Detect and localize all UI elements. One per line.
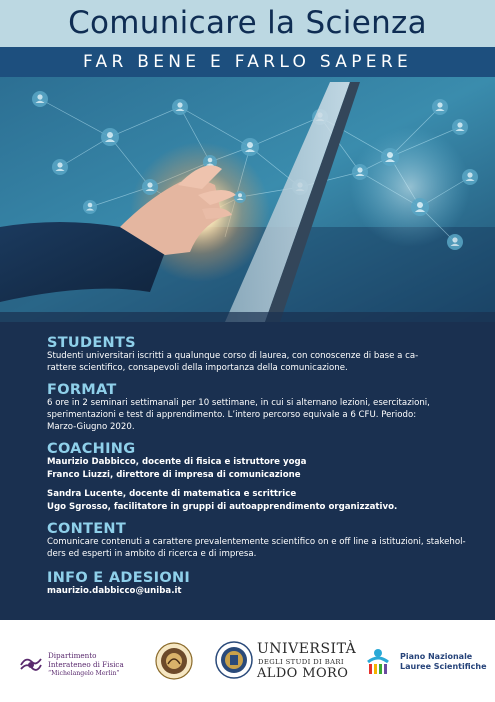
poster-subtitle: FAR BENE E FARLO SAPERE xyxy=(83,52,412,72)
students-heading: STUDENTS xyxy=(47,335,136,351)
students-text-line-2: rattere scientifico, consapevoli della importanza della comunicazione. xyxy=(47,363,348,373)
pls-emblem-icon xyxy=(362,646,394,676)
seal-logo xyxy=(155,642,193,680)
pls-logo xyxy=(362,646,487,680)
coach-1: Maurizio Dabbicco, docente di fisica e istruttore yoga xyxy=(47,457,307,467)
format-heading: FORMAT xyxy=(47,382,117,398)
footer-logos xyxy=(0,620,495,702)
format-text-line-1: 6 ore in 2 seminari settimanali per 10 settimane, in cui si alternano lezioni, esercitazioni, xyxy=(47,398,430,408)
dept-name-line-3: “Michelangelo Merlin” xyxy=(48,670,120,677)
content-heading: CONTENT xyxy=(47,521,127,537)
pls-name-line-2: Lauree Scientifiche xyxy=(400,662,487,671)
university-seal-icon xyxy=(215,641,253,679)
university-name-line-3: ALDO MORO xyxy=(257,666,349,681)
contact-email-link[interactable]: maurizio.dabbicco@uniba.it xyxy=(47,586,182,596)
university-name-line-2: DEGLI STUDI DI BARI xyxy=(258,658,345,666)
dept-emblem-icon xyxy=(18,654,44,676)
dept-logo xyxy=(18,651,143,679)
content-text-line-2: ders ed esperti in ambito di ricerca e di impresa. xyxy=(47,549,257,559)
format-text-line-2: sperimentazioni e test di apprendimento. L’intero percorso equivale a 6 CFU. Periodo: xyxy=(47,410,417,420)
network-hand-illustration xyxy=(0,77,495,322)
dept-name-line-2: Interateneo di Fisica xyxy=(48,660,124,669)
format-text-line-3: Marzo-Giugno 2020. xyxy=(47,422,135,432)
university-name-line-1: UNIVERSITÀ xyxy=(257,641,357,657)
coach-2: Franco Liuzzi, direttore di impresa di comunicazione xyxy=(47,470,301,480)
content-text-line-1: Comunicare contenuti a carattere prevalentemente scientifico on e off line a istituzioni, stakehol- xyxy=(47,537,466,547)
hero-image xyxy=(0,77,495,322)
pls-name-line-1: Piano Nazionale xyxy=(400,652,473,661)
dept-name-line-1: Dipartimento xyxy=(48,651,97,660)
seal-emblem-icon xyxy=(155,642,193,680)
coach-3: Sandra Lucente, docente di matematica e scrittrice xyxy=(47,489,297,499)
info-heading: INFO E ADESIONI xyxy=(47,570,191,586)
university-logo xyxy=(215,641,355,681)
poster-title: Comunicare la Scienza xyxy=(68,5,427,41)
coaching-heading: COACHING xyxy=(47,441,136,457)
students-text-line-1: Studenti universitari iscritti a qualunque corso di laurea, con conoscenze di base a ca- xyxy=(47,351,419,361)
coach-4: Ugo Sgrosso, facilitatore in gruppi di autoapprendimento organizzativo. xyxy=(47,502,398,512)
